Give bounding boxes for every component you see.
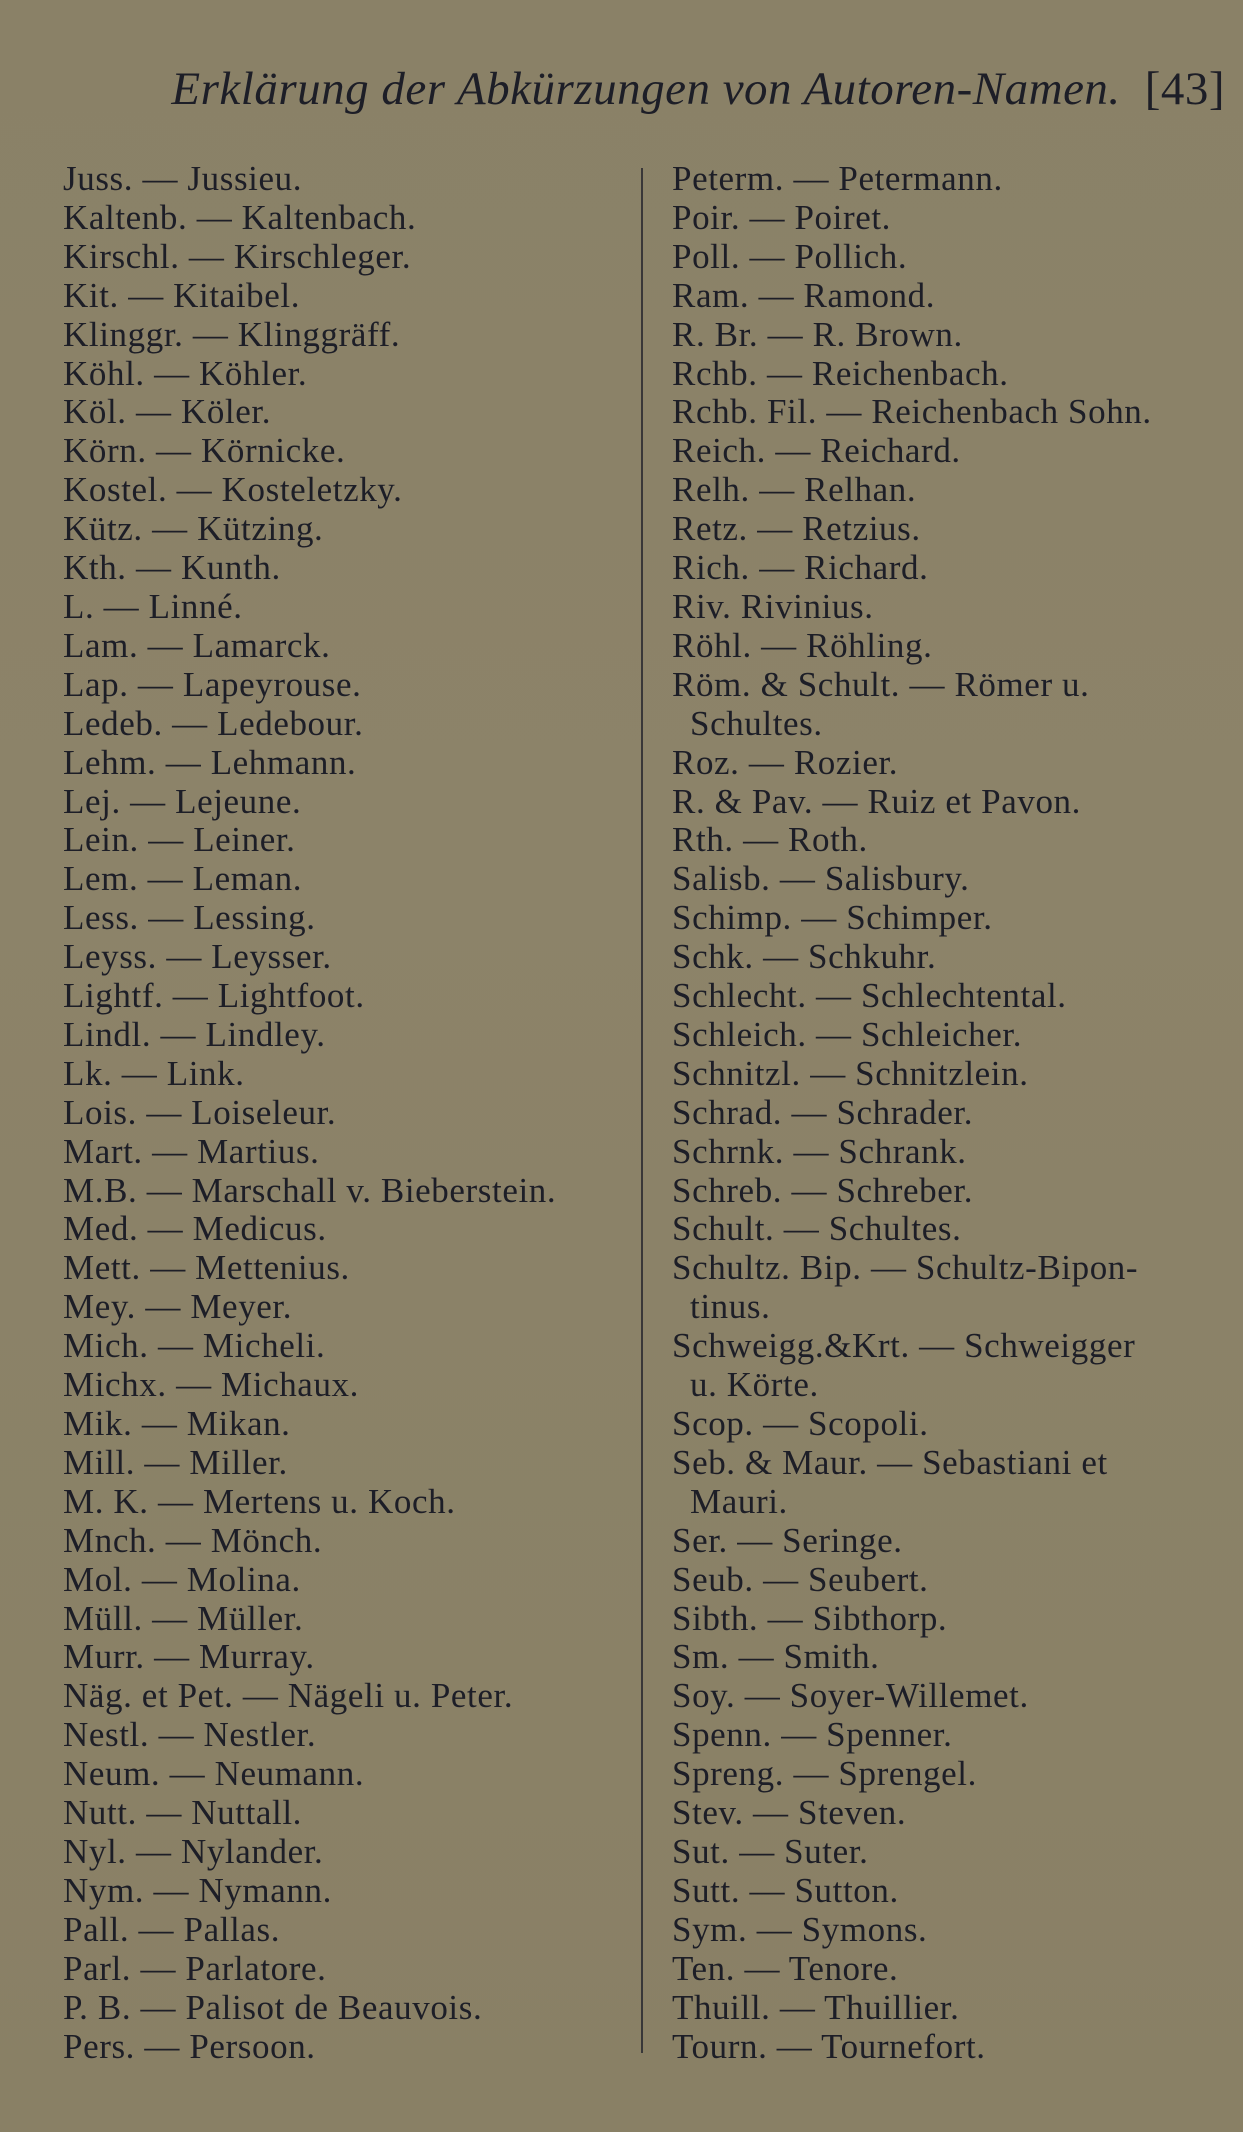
abbreviation-entry: M. K. — Mertens u. Koch. <box>63 1481 456 1521</box>
abbreviation-entry <box>672 1405 1232 1444</box>
abbreviation-entry <box>672 199 1232 238</box>
entry-line: Sibth. — Sibthorp. <box>672 1598 948 1638</box>
entry-line: Ten. — Tenore. <box>672 1948 899 1988</box>
abbreviation-entry <box>672 1133 1232 1172</box>
abbreviation-entry <box>672 588 1232 627</box>
abbreviation-entry: Lois. — Loiseleur. <box>63 1092 337 1132</box>
column-divider <box>641 168 643 2053</box>
entry-line: Riv. Rivinius. <box>672 586 874 626</box>
abbreviation-entry: Mill. — Miller. <box>63 1442 288 1482</box>
entry-line: Thuill. — Thuillier. <box>672 1987 960 2027</box>
page-title: Erklärung der Abkürzungen von Autoren-Namen. <box>171 63 1121 115</box>
abbreviation-entry <box>672 1055 1232 1094</box>
abbreviation-entry: Mnch. — Mönch. <box>63 1520 323 1560</box>
entry-line: R. Br. — R. Brown. <box>672 314 963 354</box>
entry-line: Schultz. Bip. — Schultz-Bipon- <box>672 1248 1139 1288</box>
abbreviation-entry: Mett. — Mettenius. <box>63 1248 350 1288</box>
abbreviation-entry: Nyl. — Nylander. <box>63 1831 324 1871</box>
entry-line: Stev. — Steven. <box>672 1793 907 1833</box>
abbreviation-entry <box>672 316 1232 355</box>
abbreviation-entry: Körn. — Körnicke. <box>63 431 346 471</box>
abbreviation-entry <box>672 549 1232 588</box>
abbreviation-entry: L. — Linné. <box>63 586 243 626</box>
entry-line: Seb. & Maur. — Sebastiani et <box>672 1442 1108 1482</box>
entry-line: Schlecht. — Schlechtental. <box>672 976 1067 1016</box>
abbreviation-entry: Lk. — Link. <box>63 1053 245 1093</box>
entry-line: Spreng. — Sprengel. <box>672 1754 977 1794</box>
entry-line: Roz. — Rozier. <box>672 742 899 782</box>
abbreviation-entry <box>672 1794 1232 1833</box>
entry-line: Spenn. — Spenner. <box>672 1715 953 1755</box>
abbreviation-entry: Lightf. — Lightfoot. <box>63 976 365 1016</box>
entry-line: Schleich. — Schleicher. <box>672 1014 1023 1054</box>
abbreviation-entry: Köhl. — Köhler. <box>63 353 308 393</box>
abbreviation-entry: Kth. — Kunth. <box>63 548 281 588</box>
abbreviation-entry <box>672 899 1232 938</box>
abbreviation-entry: Klinggr. — Klinggräff. <box>63 314 401 354</box>
entry-line: Ser. — Seringe. <box>672 1520 903 1560</box>
abbreviation-entry <box>672 1677 1232 1716</box>
abbreviation-entry <box>672 938 1232 977</box>
abbreviation-entry: Lam. — Lamarck. <box>63 625 331 665</box>
abbreviation-entry <box>672 1600 1232 1639</box>
abbreviation-entry <box>672 1210 1232 1249</box>
entry-line: Schrnk. — Schrank. <box>672 1131 967 1171</box>
entry-continuation: Schultes. <box>690 703 823 743</box>
abbreviation-entry: Pall. — Pallas. <box>63 1909 281 1949</box>
abbreviation-entry: Ledeb. — Ledebour. <box>63 703 364 743</box>
abbreviation-entry: Lem. — Leman. <box>63 859 303 899</box>
abbreviation-entry: Nutt. — Nuttall. <box>63 1793 303 1833</box>
entry-line: Poll. — Pollich. <box>672 236 908 276</box>
entry-line: Salisb. — Salisbury. <box>672 859 970 899</box>
abbreviation-entry <box>672 471 1232 510</box>
entry-line: Rchb. — Reichenbach. <box>672 353 1009 393</box>
entry-line: Retz. — Retzius. <box>672 509 921 549</box>
abbreviation-entry <box>672 2028 1232 2067</box>
abbreviation-entry <box>672 1833 1232 1872</box>
page-number: [43] <box>1144 63 1225 115</box>
abbreviation-entry: Nym. — Nymann. <box>63 1870 332 1910</box>
abbreviation-entry <box>672 977 1232 1016</box>
abbreviation-entry <box>672 160 1232 199</box>
abbreviation-entry <box>672 821 1232 860</box>
abbreviation-entry <box>672 1950 1232 1989</box>
abbreviation-entry: Neum. — Neumann. <box>63 1754 365 1794</box>
entry-line: Rth. — Roth. <box>672 820 868 860</box>
abbreviation-entry <box>672 1638 1232 1677</box>
abbreviation-entry <box>672 432 1232 471</box>
abbreviation-entry: Pers. — Persoon. <box>63 2026 316 2066</box>
entry-line: Soy. — Soyer-Willemet. <box>672 1676 1029 1716</box>
abbreviation-entry <box>672 627 1232 666</box>
entry-line: R. & Pav. — Ruiz et Pavon. <box>672 781 1082 821</box>
abbreviation-entry <box>672 1444 1232 1522</box>
entry-line: Röm. & Schult. — Römer u. <box>672 664 1090 704</box>
abbreviation-entry: Mich. — Micheli. <box>63 1326 326 1366</box>
entry-line: Scop. — Scopoli. <box>672 1404 929 1443</box>
abbreviation-entry <box>672 238 1232 277</box>
abbreviation-entry: Less. — Lessing. <box>63 898 316 938</box>
abbreviation-entry: Mey. — Meyer. <box>63 1287 293 1327</box>
abbreviation-column-right <box>672 160 1232 2066</box>
abbreviation-entry <box>672 1716 1232 1755</box>
abbreviation-entry: Näg. et Pet. — Nägeli u. Peter. <box>63 1676 514 1716</box>
abbreviation-entry: Lehm. — Lehmann. <box>63 742 357 782</box>
abbreviation-entry <box>672 1249 1232 1327</box>
abbreviation-entry: Juss. — Jussieu. <box>63 159 303 198</box>
entry-line: Sut. — Suter. <box>672 1831 869 1871</box>
abbreviation-entry <box>672 744 1232 783</box>
abbreviation-entry <box>672 1094 1232 1133</box>
entry-line: Sutt. — Sutton. <box>672 1870 899 1910</box>
abbreviation-entry <box>672 1989 1232 2028</box>
abbreviation-entry: Kirschl. — Kirschleger. <box>63 236 412 276</box>
entry-line: Schreb. — Schreber. <box>672 1170 974 1210</box>
abbreviation-column-left <box>63 160 623 2066</box>
entry-line: Schnitzl. — Schnitzlein. <box>672 1053 1029 1093</box>
entry-line: Rchb. Fil. — Reichenbach Sohn. <box>672 392 1152 432</box>
abbreviation-entry: Med. — Medicus. <box>63 1209 327 1249</box>
abbreviation-entry: Parl. — Parlatore. <box>63 1948 327 1988</box>
abbreviation-entry <box>672 1327 1232 1405</box>
entry-line: Sym. — Symons. <box>672 1909 928 1949</box>
entry-line: Poir. — Poiret. <box>672 197 892 237</box>
abbreviation-entry: Kütz. — Kützing. <box>63 509 324 549</box>
abbreviation-entry: M.B. — Marschall v. Bieberstein. <box>63 1170 557 1210</box>
abbreviation-entry: Kaltenb. — Kaltenbach. <box>63 197 417 237</box>
abbreviation-entry: Murr. — Murray. <box>63 1637 315 1677</box>
abbreviation-entry: Kostel. — Kosteletzky. <box>63 470 403 510</box>
abbreviation-entry <box>672 860 1232 899</box>
abbreviation-entry: Mol. — Molina. <box>63 1559 301 1599</box>
abbreviation-entry <box>672 1872 1232 1911</box>
entry-line: Tourn. — Tournefort. <box>672 2026 986 2066</box>
abbreviation-entry <box>672 1561 1232 1600</box>
entry-line: Sm. — Smith. <box>672 1637 880 1677</box>
abbreviation-entry: Lein. — Leiner. <box>63 820 296 860</box>
abbreviation-entry <box>672 277 1232 316</box>
abbreviation-entry: Nestl. — Nestler. <box>63 1715 317 1755</box>
abbreviation-entry: Lej. — Lejeune. <box>63 781 302 821</box>
abbreviation-entry <box>672 1755 1232 1794</box>
entry-line: Rich. — Richard. <box>672 548 929 588</box>
abbreviation-entry <box>672 1911 1232 1950</box>
entry-line: Seub. — Seubert. <box>672 1559 929 1599</box>
entry-line: Schrad. — Schrader. <box>672 1092 974 1132</box>
entry-line: Relh. — Relhan. <box>672 470 917 510</box>
abbreviation-entry <box>672 393 1232 432</box>
abbreviation-entry: Leyss. — Leysser. <box>63 937 332 977</box>
entry-line: Schweigg.&Krt. — Schweigger <box>672 1326 1136 1366</box>
entry-line: Reich. — Reichard. <box>672 431 961 471</box>
abbreviation-entry: P. B. — Palisot de Beauvois. <box>63 1987 483 2027</box>
abbreviation-entry: Lindl. — Lindley. <box>63 1014 326 1054</box>
abbreviation-entry <box>672 783 1232 822</box>
entry-line: Schimp. — Schimper. <box>672 898 993 938</box>
running-header <box>150 62 1225 132</box>
entry-continuation: Mauri. <box>690 1481 788 1521</box>
abbreviation-entry <box>672 1522 1232 1561</box>
entry-line: Röhl. — Röhling. <box>672 625 933 665</box>
entry-line: Peterm. — Petermann. <box>672 159 1003 198</box>
entry-continuation: u. Körte. <box>690 1365 819 1405</box>
abbreviation-entry: Kit. — Kitaibel. <box>63 275 301 315</box>
entry-line: Schult. — Schultes. <box>672 1209 962 1249</box>
abbreviation-entry <box>672 666 1232 744</box>
abbreviation-entry <box>672 1016 1232 1055</box>
entry-continuation: tinus. <box>690 1287 771 1327</box>
abbreviation-entry: Michx. — Michaux. <box>63 1365 359 1405</box>
abbreviation-entry <box>672 510 1232 549</box>
abbreviation-entry: Lap. — Lapeyrouse. <box>63 664 362 704</box>
entry-line: Schk. — Schkuhr. <box>672 937 937 977</box>
abbreviation-entry <box>672 1172 1232 1211</box>
abbreviation-entry <box>672 355 1232 394</box>
abbreviation-entry: Mik. — Mikan. <box>63 1404 291 1443</box>
abbreviation-entry: Köl. — Köler. <box>63 392 272 432</box>
abbreviation-entry: Mart. — Martius. <box>63 1131 320 1171</box>
abbreviation-entry: Müll. — Müller. <box>63 1598 304 1638</box>
entry-line: Ram. — Ramond. <box>672 275 936 315</box>
